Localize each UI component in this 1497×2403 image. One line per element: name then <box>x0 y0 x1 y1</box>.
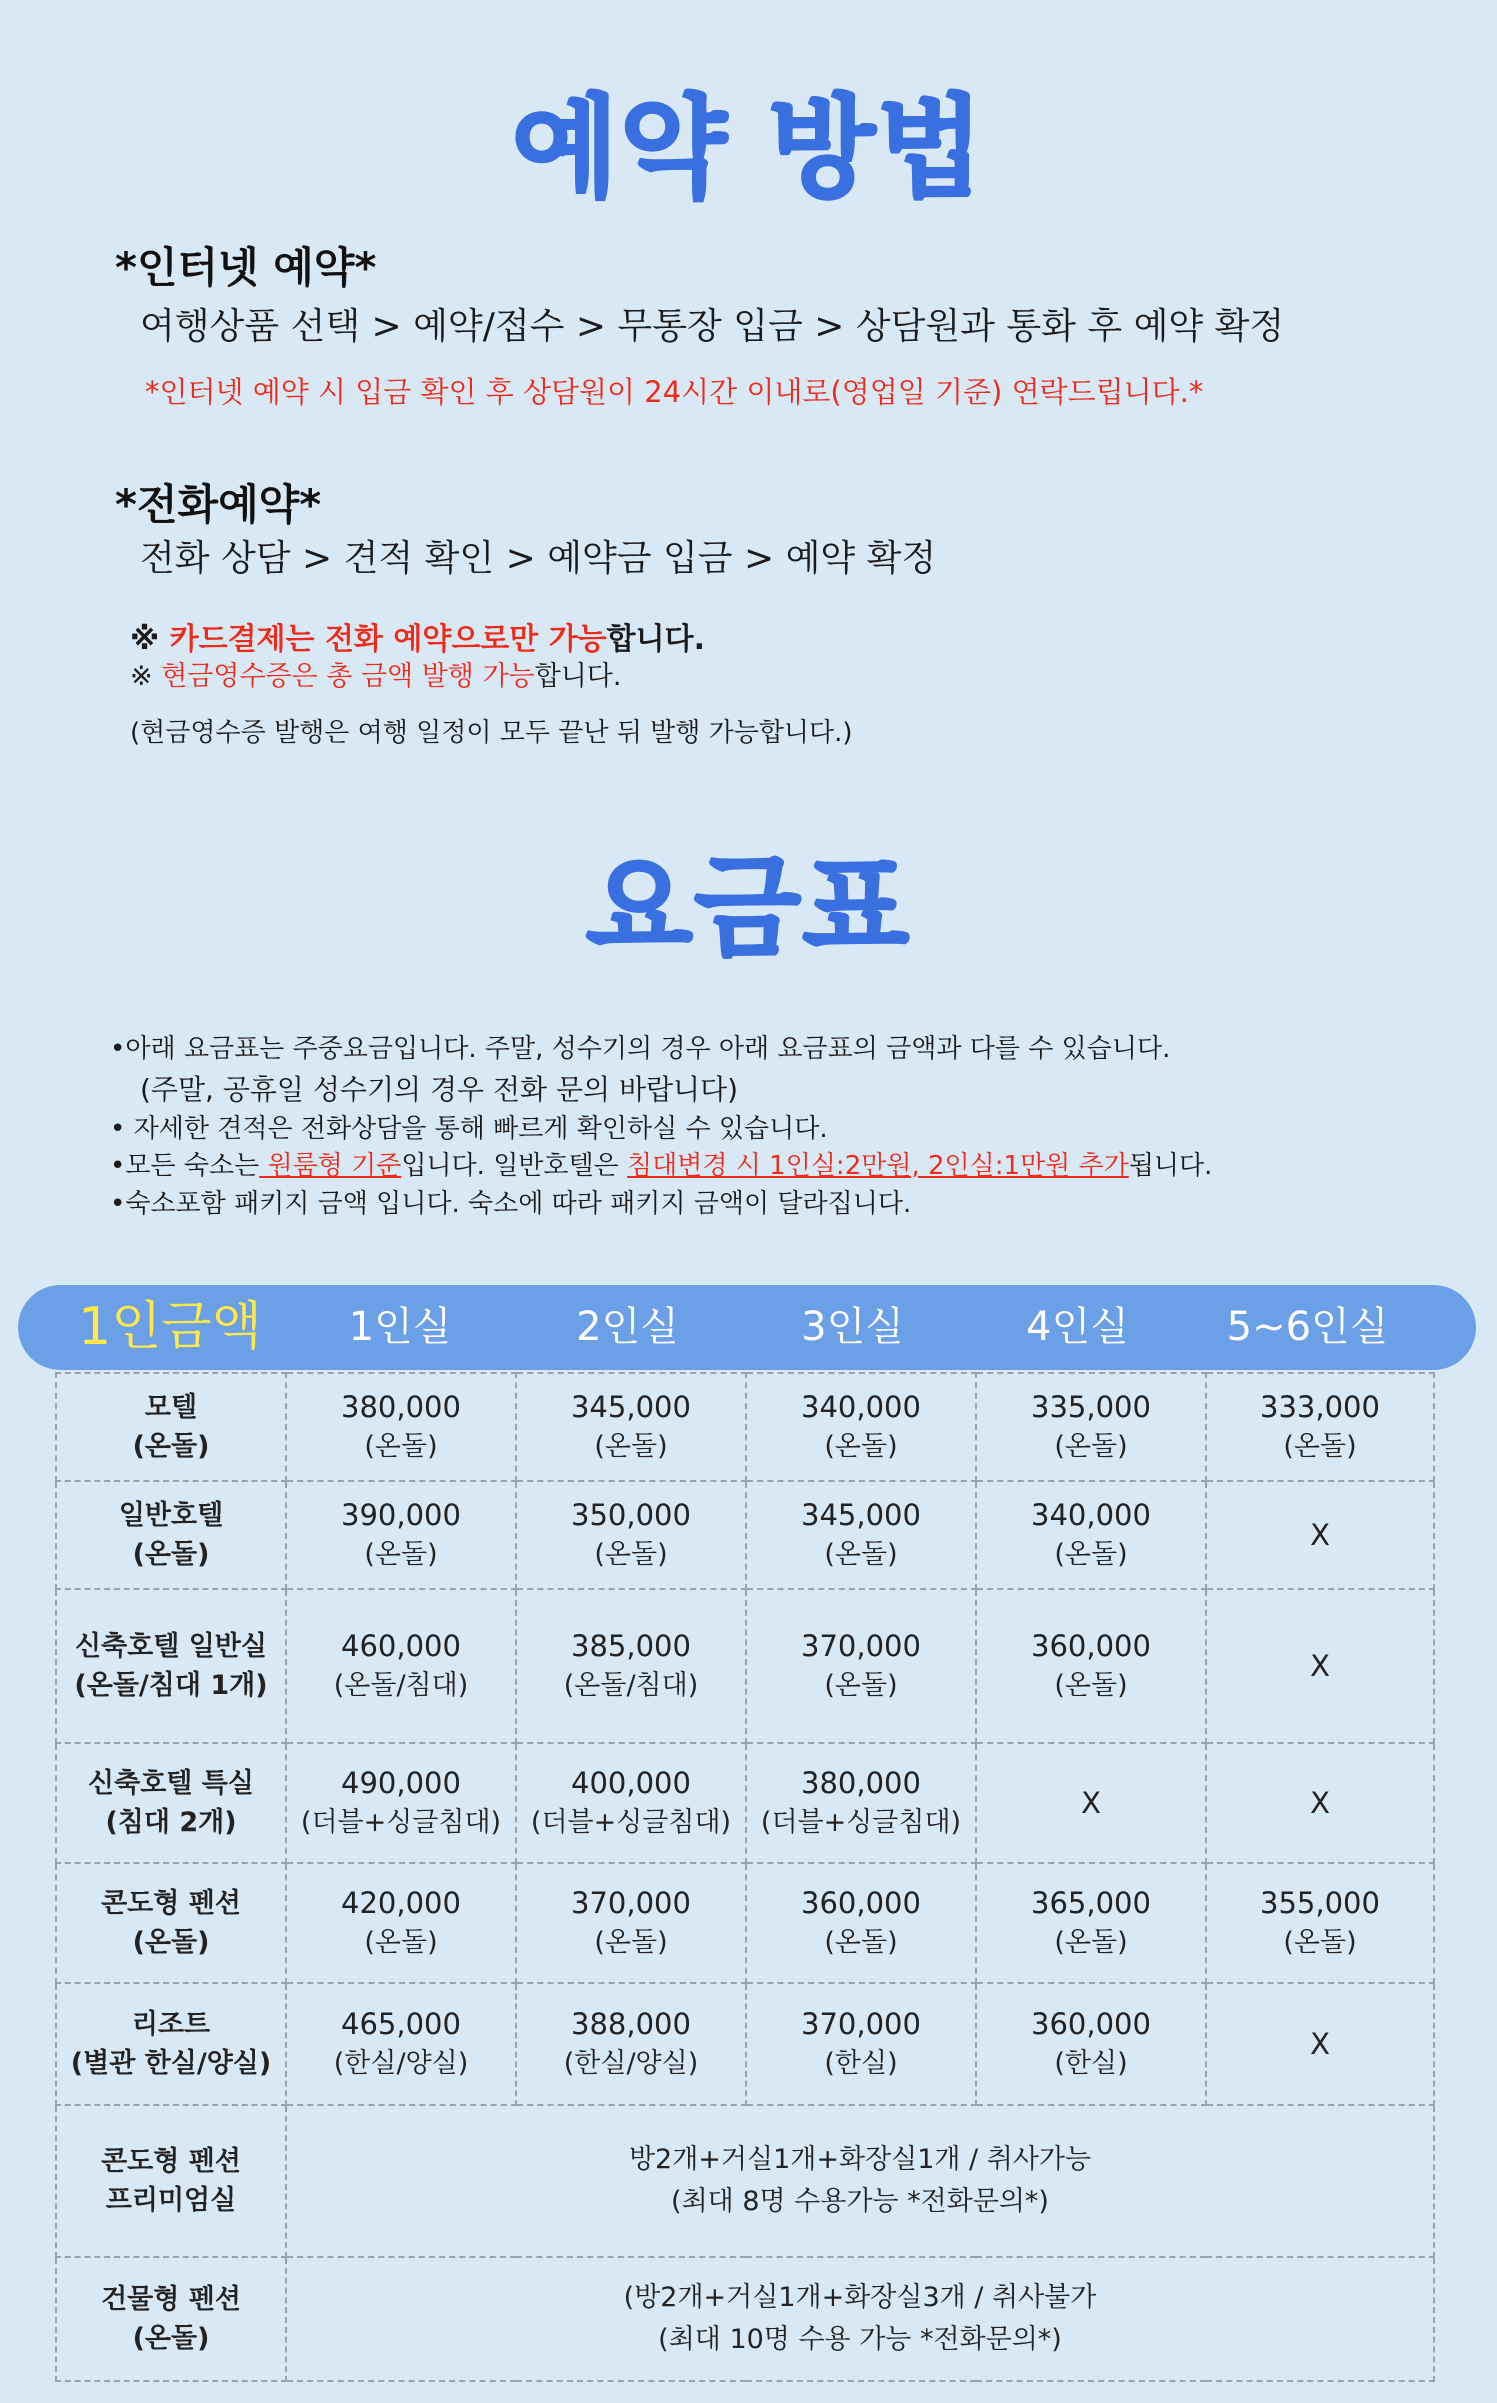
price-room-condition: (온돌) <box>824 1539 898 1570</box>
price-cell <box>516 1481 746 1589</box>
room-type-label <box>56 1373 286 1481</box>
price-value: X <box>1081 1785 1101 1820</box>
price-value: 400,000 <box>571 1766 691 1800</box>
room-type-name: 건물형 펜션 <box>101 2284 241 2315</box>
price-value: 335,000 <box>1031 1390 1151 1424</box>
table-row <box>56 1589 1434 1743</box>
header-1-person-room: 1인실 <box>348 1304 452 1350</box>
price-value: 345,000 <box>801 1498 921 1532</box>
price-value: X <box>1310 1648 1330 1683</box>
room-type-label <box>56 1983 286 2105</box>
price-room-condition: (온돌) <box>364 1927 438 1958</box>
price-value: 360,000 <box>1031 1629 1151 1663</box>
price-cell <box>746 1373 976 1481</box>
pricing-title: 요금표 <box>586 844 911 972</box>
table-row <box>56 2257 1434 2381</box>
pricing-bullet-weekend-note: (주말, 공휴일 성수기의 경우 전화 문의 바랍니다) <box>140 1073 739 1106</box>
table-row <box>56 1863 1434 1983</box>
internet-reservation-steps: 여행상품 선택 > 예약/접수 > 무통장 입금 > 상담원과 통화 후 예약 확정 <box>140 306 1285 347</box>
price-cell <box>516 1743 746 1863</box>
price-cell <box>976 1373 1206 1481</box>
card-note-highlight: 카드결제는 전화 예약으로만 가능 <box>169 622 607 657</box>
price-value: 345,000 <box>571 1390 691 1424</box>
pricing-bullet-weekday: •아래 요금표는 주중요금입니다. 주말, 성수기의 경우 아래 요금표의 금액과 다를 수 있습니다. <box>110 1034 1171 1064</box>
price-room-condition: (온돌) <box>1283 1927 1357 1958</box>
header-4-person-room: 4인실 <box>1026 1304 1129 1350</box>
room-type-name: 모텔 <box>144 1392 198 1423</box>
phone-reservation-heading: *전화예약* <box>115 480 322 529</box>
room-type-name: (온돌) <box>132 2323 210 2354</box>
price-value: 370,000 <box>801 1629 921 1663</box>
price-cell <box>286 1863 516 1983</box>
room-type-name: 프리미엄실 <box>105 2185 237 2216</box>
room-type-detail: (온돌) <box>132 1927 210 1958</box>
price-value: 380,000 <box>801 1766 921 1800</box>
room-type-name: 신축호텔 특실 <box>88 1768 254 1799</box>
price-room-condition: (온돌) <box>1054 1431 1128 1462</box>
price-value: 365,000 <box>1031 1886 1151 1920</box>
reservation-title: 예약 방법 <box>511 84 986 212</box>
bullet-text: 됩니다. <box>1128 1151 1213 1181</box>
price-cell <box>976 1863 1206 1983</box>
price-value: 340,000 <box>1031 1498 1151 1532</box>
pricing-bullet-estimate: • 자세한 견적은 전화상담을 통해 빠르게 확인하실 수 있습니다. <box>110 1114 828 1144</box>
price-room-condition: (온돌) <box>824 1431 898 1462</box>
price-cell <box>1206 1481 1434 1589</box>
price-cell <box>516 1589 746 1743</box>
room-type-name: 리조트 <box>131 2009 211 2040</box>
price-cell <box>286 1373 516 1481</box>
bullet-highlight-oneroom: 원룸형 기준 <box>259 1151 402 1181</box>
price-cell <box>516 1373 746 1481</box>
price-value: 388,000 <box>571 2007 691 2041</box>
price-table <box>55 1372 1435 2382</box>
room-type-name: 콘도형 펜션 <box>101 1888 241 1919</box>
price-value: 370,000 <box>801 2007 921 2041</box>
table-row <box>56 1983 1434 2105</box>
price-value: 390,000 <box>341 1498 461 1532</box>
room-type-detail: (온돌) <box>132 1431 210 1462</box>
price-cell <box>1206 1983 1434 2105</box>
table-row <box>56 1373 1434 1481</box>
cash-receipt-note <box>130 654 621 693</box>
price-room-condition: (온돌/침대) <box>333 1670 469 1701</box>
price-value: 350,000 <box>571 1498 691 1532</box>
room-type-label <box>56 2105 286 2257</box>
price-room-condition: (온돌) <box>594 1431 668 1462</box>
price-room-condition: (온돌) <box>364 1539 438 1570</box>
price-value: 333,000 <box>1260 1390 1380 1424</box>
cash-note-highlight: 현금영수증은 총 금액 발행 가능 <box>161 661 535 692</box>
room-type-label <box>56 1589 286 1743</box>
price-cell <box>1206 1863 1434 1983</box>
room-description-line: (최대 8명 수용가능 *전화문의*) <box>671 2186 1049 2217</box>
internet-reservation-note: *인터넷 예약 시 입금 확인 후 상담원이 24시간 이내로(영업일 기준) 연락드립니다.* <box>145 375 1204 409</box>
price-value: 460,000 <box>341 1629 461 1663</box>
price-cell <box>1206 1589 1434 1743</box>
price-cell <box>976 1589 1206 1743</box>
price-room-condition: (온돌) <box>824 1670 898 1701</box>
price-room-condition: (한실) <box>1054 2048 1128 2079</box>
price-value: 380,000 <box>341 1390 461 1424</box>
price-value: 370,000 <box>571 1886 691 1920</box>
price-value: 385,000 <box>571 1629 691 1663</box>
price-value: 465,000 <box>341 2007 461 2041</box>
room-type-detail: (침대 2개) <box>105 1807 237 1838</box>
room-type-label <box>56 1481 286 1589</box>
note-mark: ※ <box>130 622 170 657</box>
price-value: 340,000 <box>801 1390 921 1424</box>
header-5-6-person-room: 5~6인실 <box>1226 1304 1389 1350</box>
room-type-detail: (온돌/침대 1개) <box>74 1670 268 1701</box>
price-room-condition: (온돌/침대) <box>563 1670 699 1701</box>
room-description <box>286 2257 1434 2381</box>
price-room-condition: (온돌) <box>824 1927 898 1958</box>
header-per-person: 1인금액 <box>78 1297 262 1357</box>
price-room-condition: (온돌) <box>594 1539 668 1570</box>
price-room-condition: (온돌) <box>1054 1670 1128 1701</box>
room-description-line: (방2개+거실1개+화장실3개 / 취사불가 <box>623 2282 1097 2313</box>
price-cell <box>286 1743 516 1863</box>
price-value: 420,000 <box>341 1886 461 1920</box>
price-value: X <box>1310 2026 1330 2061</box>
price-value: X <box>1310 1785 1330 1820</box>
room-type-label <box>56 1863 286 1983</box>
price-cell <box>746 1743 976 1863</box>
table-row <box>56 1481 1434 1589</box>
price-cell <box>286 1983 516 2105</box>
price-value: 360,000 <box>801 1886 921 1920</box>
bullet-highlight-bed-change: 침대변경 시 1인실:2만원, 2인실:1만원 추가 <box>627 1151 1129 1181</box>
price-cell <box>1206 1373 1434 1481</box>
room-description <box>286 2105 1434 2257</box>
phone-reservation-steps: 전화 상담 > 견적 확인 > 예약금 입금 > 예약 확정 <box>140 538 937 579</box>
room-type-label <box>56 2257 286 2381</box>
header-3-person-room: 3인실 <box>801 1304 904 1350</box>
price-room-condition: (더블+싱글침대) <box>530 1807 732 1838</box>
price-room-condition: (더블+싱글침대) <box>300 1807 502 1838</box>
cash-receipt-paren-note: (현금영수증 발행은 여행 일정이 모두 끝난 뒤 발행 가능합니다.) <box>130 718 853 748</box>
room-description-line: 방2개+거실1개+화장실1개 / 취사가능 <box>628 2144 1092 2175</box>
table-row <box>56 1743 1434 1863</box>
price-cell <box>976 1481 1206 1589</box>
header-2-person-room: 2인실 <box>576 1304 679 1350</box>
price-value: 490,000 <box>341 1766 461 1800</box>
price-value: 355,000 <box>1260 1886 1380 1920</box>
room-description-line: (최대 10명 수용 가능 *전화문의*) <box>658 2324 1062 2355</box>
price-room-condition: (한실/양실) <box>333 2048 469 2079</box>
price-room-condition: (한실/양실) <box>563 2048 699 2079</box>
room-type-name: 신축호텔 일반실 <box>75 1631 267 1662</box>
room-type-detail: (온돌) <box>132 1539 210 1570</box>
room-type-detail: (별관 한실/양실) <box>70 2048 272 2079</box>
price-value: 360,000 <box>1031 2007 1151 2041</box>
price-room-condition: (온돌) <box>1054 1927 1128 1958</box>
price-cell <box>286 1589 516 1743</box>
table-row <box>56 2105 1434 2257</box>
price-cell <box>976 1743 1206 1863</box>
pricing-bullet-accommodation <box>110 1145 1212 1182</box>
price-room-condition: (한실) <box>824 2048 898 2079</box>
cash-note-suffix: 합니다. <box>534 661 622 692</box>
price-room-condition: (온돌) <box>594 1927 668 1958</box>
internet-reservation-heading: *인터넷 예약* <box>115 243 377 292</box>
price-room-condition: (더블+싱글침대) <box>760 1807 962 1838</box>
price-value: X <box>1310 1517 1330 1552</box>
room-type-name: 일반호텔 <box>118 1500 224 1531</box>
note-mark: ※ <box>130 661 162 692</box>
pricing-bullet-package: •숙소포함 패키지 금액 입니다. 숙소에 따라 패키지 금액이 달라집니다. <box>110 1189 912 1219</box>
price-cell <box>286 1481 516 1589</box>
price-room-condition: (온돌) <box>1283 1431 1357 1462</box>
price-cell <box>516 1983 746 2105</box>
price-room-condition: (온돌) <box>364 1431 438 1462</box>
card-note-suffix: 합니다. <box>606 622 706 657</box>
price-room-condition: (온돌) <box>1054 1539 1128 1570</box>
price-cell <box>1206 1743 1434 1863</box>
price-cell <box>746 1863 976 1983</box>
price-cell <box>746 1983 976 2105</box>
bullet-text: •모든 숙소는 <box>110 1151 260 1181</box>
card-payment-note <box>130 614 705 658</box>
price-cell <box>516 1863 746 1983</box>
room-type-label <box>56 1743 286 1863</box>
room-type-name: 콘도형 펜션 <box>101 2146 241 2177</box>
price-cell <box>746 1481 976 1589</box>
bullet-text: 입니다. 일반호텔은 <box>401 1151 628 1181</box>
price-cell <box>976 1983 1206 2105</box>
price-cell <box>746 1589 976 1743</box>
